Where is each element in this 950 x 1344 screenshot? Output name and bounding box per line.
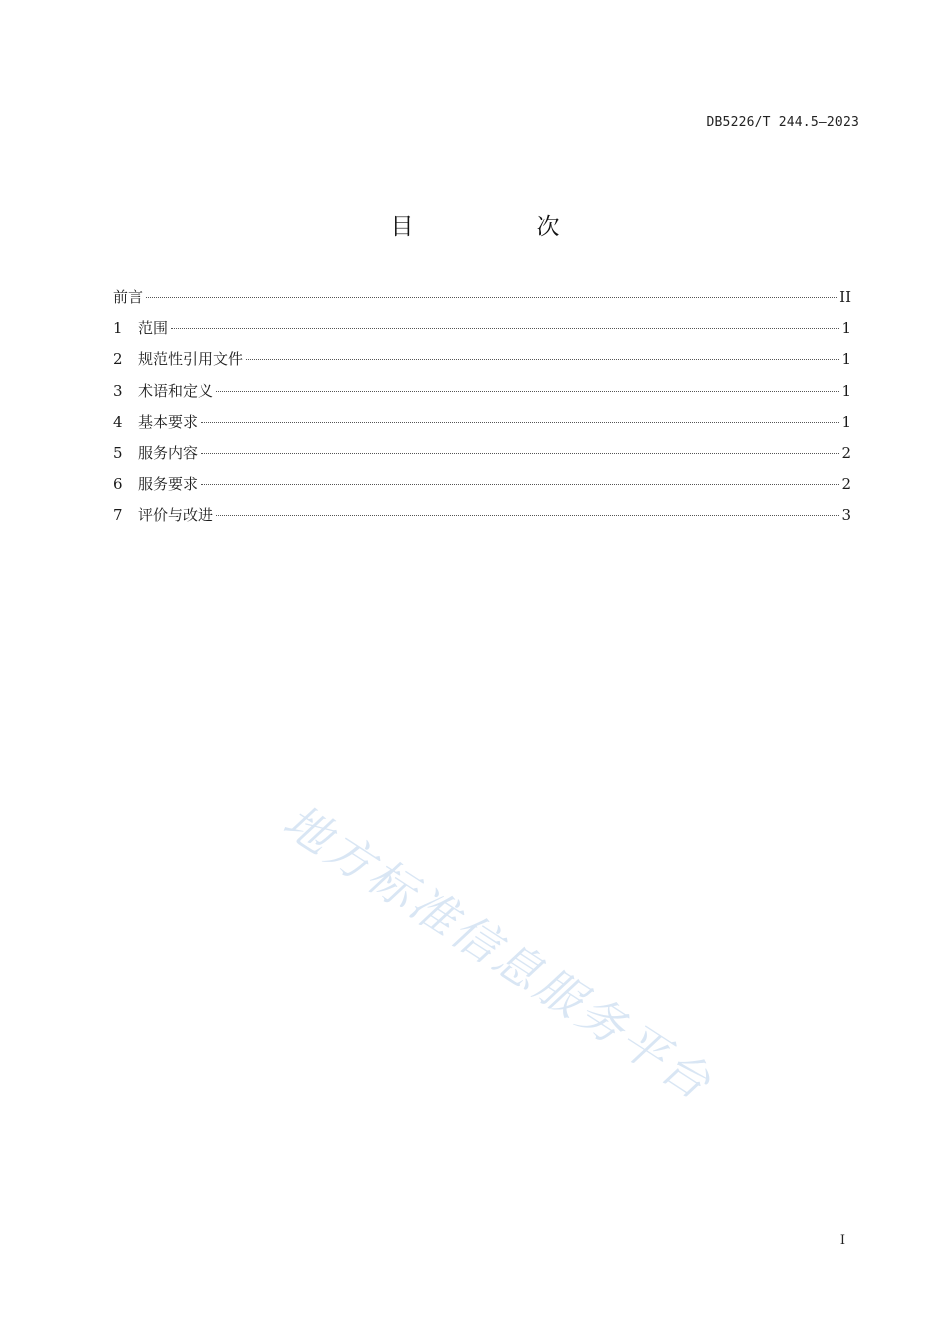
toc-entry-number: 6: [113, 475, 123, 494]
toc-leader-dots: [171, 327, 839, 329]
toc-leader-dots: [201, 421, 839, 423]
watermark: 地方标准信息服务平台: [273, 793, 723, 1112]
toc-entry-label: 服务要求: [138, 475, 199, 494]
toc-leader-dots: [246, 358, 839, 360]
toc-entry-label: 基本要求: [138, 412, 199, 431]
toc-entry-page: 1: [841, 319, 851, 338]
toc-entry-label: 前言: [113, 288, 144, 306]
toc-entry-label: 范围: [138, 319, 169, 338]
toc-entry-page: II: [839, 288, 851, 306]
page-number: I: [839, 1233, 845, 1248]
toc-entry-label: 术语和定义: [138, 381, 214, 400]
toc-entry-normative-references[interactable]: [113, 348, 851, 379]
toc-entry-page: 1: [841, 381, 851, 400]
toc-leader-dots: [216, 514, 839, 516]
toc-entry-number: 2: [113, 350, 123, 369]
toc-entry-service-content[interactable]: [113, 442, 851, 473]
toc-entry-number: 1: [113, 319, 123, 338]
toc-entry-page: 1: [841, 350, 851, 369]
toc-entry-page: 3: [841, 506, 851, 525]
toc-leader-dots: [201, 483, 839, 485]
toc-entry-number: 4: [113, 412, 123, 431]
toc-entry-label: 评价与改进: [138, 506, 214, 525]
toc-entry-page: 1: [841, 412, 851, 431]
toc-entry-page: 2: [841, 443, 851, 462]
toc-entry-label: 规范性引用文件: [138, 350, 244, 369]
toc-entry-number: 7: [113, 506, 123, 525]
toc-leader-dots: [201, 452, 839, 454]
toc-entry-scope[interactable]: [113, 317, 851, 348]
toc-entry-foreword[interactable]: [113, 286, 851, 317]
toc-title: 目 次: [390, 214, 610, 240]
toc-entry-number: 3: [113, 381, 123, 400]
toc-entry-terms-definitions[interactable]: [113, 380, 851, 411]
toc-entry-basic-requirements[interactable]: [113, 411, 851, 442]
toc-leader-dots: [146, 296, 837, 298]
toc-leader-dots: [216, 390, 839, 392]
toc-entry-label: 服务内容: [138, 443, 199, 462]
toc-entry-page: 2: [841, 475, 851, 494]
document-code: DB5226/T 244.5—2023: [706, 115, 859, 130]
toc-entry-number: 5: [113, 443, 123, 462]
toc-list: [113, 286, 851, 536]
toc-entry-evaluation-improvement[interactable]: [113, 504, 851, 535]
toc-entry-service-requirements[interactable]: [113, 473, 851, 504]
